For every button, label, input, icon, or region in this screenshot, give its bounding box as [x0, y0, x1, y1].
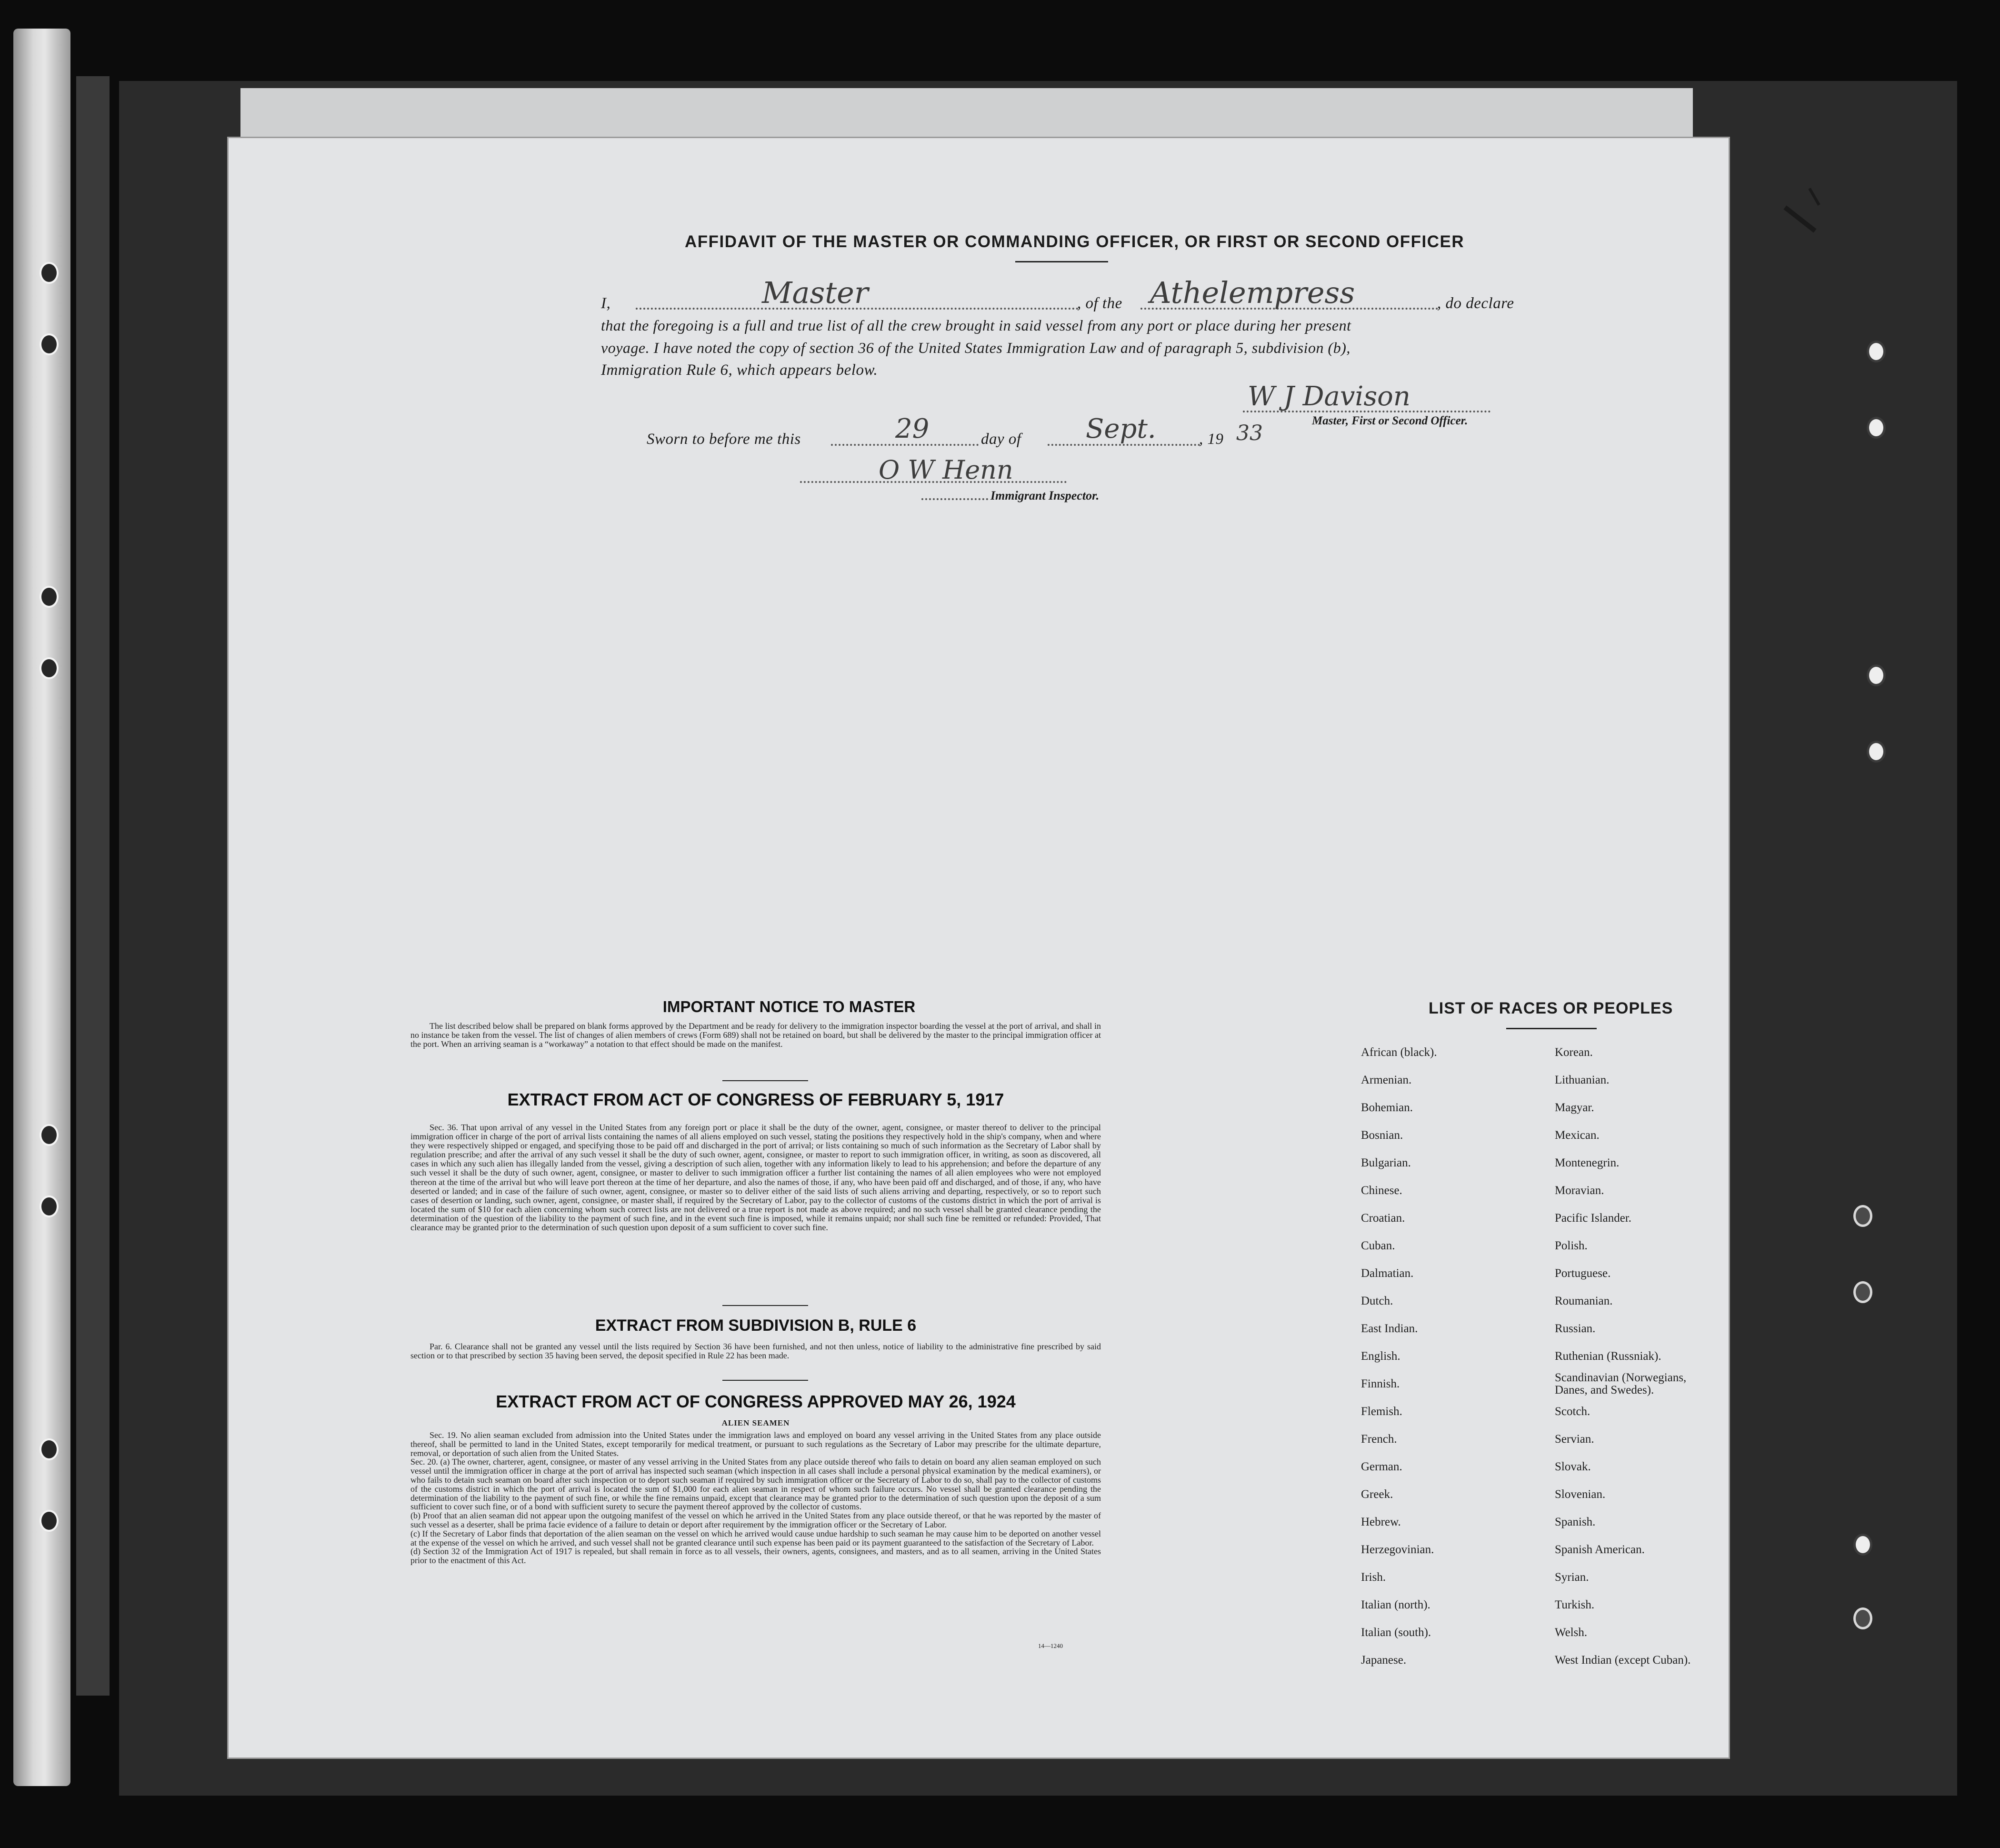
punch-hole — [1853, 1205, 1872, 1227]
binder-hole — [40, 1510, 59, 1532]
race-item: Irish. — [1361, 1571, 1386, 1584]
extract1-text: Sec. 36. That upon arrival of any vessel in the United States from any foreign port or place it shall be the duty of the owner, agent, consignee, or master thereof to deliver to the principal immigration officer in charge of the port of arrival lists containing the names of all aliens employed on such vessel, stating the positions they respectively hold in the ship's company, when and where they were respectively shipped or engaged, and specifying those to be paid off and discharged in the port of arrival; or lists containing so much of such information as the Secretary of Labor shall by regulation prescribe; and after the arrival of any such vessel it shall be the duty of such owner, agent, consignee, or master to report to such immigration officer, in writing, as soon as discovered, all cases in which any such alien has illegally landed from the vessel, giving a description of such alien, together with any information likely to lead to his apprehension; and before the departure of any such vessel it shall be the duty of such owner, agent, consignee, or master to deliver to such immigration officer a further list containing the names of all alien employees who were not employed thereon at the time of the arrival but who will leave port thereon at the time of her departure, and also the names of those, if any, who have been paid off and discharged, and of those, if any, who have deserted or landed; and in case of the failure of such owner, agent, consignee, or master so to deliver either of the said lists of such aliens arriving and departing, respectively, or so to report such cases of desertion or landing, such owner, agent, consignee, or master shall, if required by the Secretary of Labor, pay to the collector of customs of the customs district in which the port of arrival is located the sum of $10 for each alien concerning whom such correct lists are not delivered or a true report is not made as above required; and no such vessel shall be granted clearance pending the determination of the question of the liability to the payment of such fine, and in the event such fine is imposed, while it remains unpaid; nor shall such fine be remitted or refunded: Provided, That clearance may be granted prior to the determination of such question upon deposit of a sum sufficient to cover such fine. — [410, 1123, 1101, 1233]
extract2-title: EXTRACT FROM SUBDIVISION B, RULE 6 — [595, 1316, 917, 1335]
i-label: I, — [601, 295, 611, 312]
declaration-line-4: Immigration Rule 6, which appears below. — [601, 362, 878, 379]
races-title: LIST OF RACES OR PEOPLES — [1429, 999, 1673, 1017]
race-item: Russian. — [1555, 1322, 1596, 1335]
extract2-rule — [722, 1380, 808, 1381]
punch-hole — [1853, 1534, 1872, 1556]
race-item: Japanese. — [1361, 1654, 1407, 1667]
notice-text: The list described below shall be prepared on blank forms approved by the Department and be ready for delivery to the immigration inspector boarding the vessel at the port of arrival, and shall in no instance be taken from the vessel. The list of changes of alien members of crews (Form 689) shall not be retained on board, but shall be delivered by the master to the principal immigration officer at the port. When an arriving seaman is a “workaway” a notation to that effect should be made on the manifest. — [410, 1021, 1101, 1049]
title-rule — [1015, 261, 1108, 262]
race-item: Bulgarian. — [1361, 1156, 1411, 1169]
vessel-handwritten: Athelempress — [1150, 275, 1355, 310]
race-item: Syrian. — [1555, 1571, 1589, 1584]
race-item: Servian. — [1555, 1433, 1594, 1446]
race-item: Roumanian. — [1555, 1295, 1613, 1307]
extract3-title: EXTRACT FROM ACT OF CONGRESS APPROVED MAY 26, 1924 — [496, 1392, 1016, 1411]
year-handwritten: 33 — [1236, 421, 1263, 445]
races-rule — [1506, 1028, 1597, 1029]
punch-hole — [1853, 1607, 1872, 1629]
race-item: Slovenian. — [1555, 1488, 1606, 1501]
race-item: Flemish. — [1361, 1405, 1402, 1418]
extract1-title: EXTRACT FROM ACT OF CONGRESS OF FEBRUARY 5, 1917 — [507, 1090, 1004, 1109]
race-item: Croatian. — [1361, 1212, 1405, 1225]
binder-band — [76, 76, 110, 1696]
punch-hole — [1867, 341, 1886, 362]
punch-hole — [1853, 1281, 1872, 1303]
inspector-caption-line — [921, 498, 988, 500]
race-item: East Indian. — [1361, 1322, 1418, 1335]
race-item: African (black). — [1361, 1046, 1437, 1059]
month-handwritten: Sept. — [1086, 413, 1156, 444]
binder-hole — [40, 586, 59, 608]
race-item: Spanish American. — [1555, 1543, 1645, 1556]
race-item: Scotch. — [1555, 1405, 1590, 1418]
notice-title: IMPORTANT NOTICE TO MASTER — [662, 998, 916, 1015]
sworn-label: Sworn to before me this — [647, 431, 801, 448]
master-signature: W J Davison — [1248, 381, 1410, 412]
affidavit-title: AFFIDAVIT OF THE MASTER OR COMMANDING OFFICER, OR FIRST OR SECOND OFFICER — [685, 232, 1465, 251]
race-item: Finnish. — [1361, 1377, 1400, 1390]
of-the-label: , of the — [1077, 295, 1122, 312]
race-item: Dutch. — [1361, 1295, 1393, 1307]
race-item: Greek. — [1361, 1488, 1393, 1501]
race-item: Magyar. — [1555, 1101, 1594, 1114]
race-item: Montenegrin. — [1555, 1156, 1620, 1169]
extract1-rule — [722, 1305, 808, 1306]
binder-hole — [40, 1124, 59, 1146]
race-item: Armenian. — [1361, 1074, 1412, 1086]
race-item: Moravian. — [1555, 1184, 1604, 1197]
race-item: Spanish. — [1555, 1516, 1596, 1528]
race-item: French. — [1361, 1433, 1397, 1446]
binder-hole — [40, 1438, 59, 1460]
notice-rule — [722, 1080, 808, 1081]
punch-hole — [1867, 741, 1886, 763]
race-item: Polish. — [1555, 1239, 1588, 1252]
declaration-line-3: voyage. I have noted the copy of section 36 of the United States Immigration Law and of paragraph 5, subdivision (b), — [601, 339, 1350, 356]
race-item: Italian (south). — [1361, 1626, 1431, 1639]
race-item: Turkish. — [1555, 1598, 1595, 1611]
race-item: Scandinavian (Norwegians, Danes, and Swedes). — [1555, 1371, 1687, 1396]
race-item: Portuguese. — [1555, 1267, 1611, 1280]
inspector-caption: Immigrant Inspector. — [990, 489, 1100, 502]
race-item: Welsh. — [1555, 1626, 1588, 1639]
punch-hole — [1867, 417, 1886, 439]
binder-strip — [13, 29, 70, 1786]
race-item: Ruthenian (Russniak). — [1555, 1350, 1661, 1363]
race-item: Chinese. — [1361, 1184, 1402, 1197]
race-item: Slovak. — [1555, 1460, 1591, 1473]
extract2-text: Par. 6. Clearance shall not be granted any vessel until the lists required by Section 36 have been furnished, and not then unless, notice of liability to the administrative fine prescribed by said section or to that prescribed by section 35 having been served, the deposit specified in Rule 22 has been made. — [410, 1342, 1101, 1360]
inspector-signature: O W Henn — [879, 455, 1013, 485]
race-item: Cuban. — [1361, 1239, 1395, 1252]
race-item: Mexican. — [1555, 1129, 1600, 1142]
race-item: Herzegovinian. — [1361, 1543, 1434, 1556]
do-declare: , do declare — [1437, 295, 1514, 312]
declaration-line-2: that the foregoing is a full and true list of all the crew brought in said vessel from any port or place during her present — [601, 317, 1351, 334]
race-item: Italian (north). — [1361, 1598, 1430, 1611]
race-item: German. — [1361, 1460, 1402, 1473]
form-number: 14—1240 — [1038, 1642, 1063, 1649]
race-item: Dalmatian. — [1361, 1267, 1414, 1280]
race-item: English. — [1361, 1350, 1400, 1363]
binder-hole — [40, 657, 59, 679]
binder-hole — [40, 333, 59, 355]
binder-hole — [40, 1195, 59, 1217]
race-item: Bohemian. — [1361, 1101, 1413, 1114]
punch-hole — [1867, 664, 1886, 686]
day-handwritten: 29 — [895, 413, 930, 444]
race-item: Hebrew. — [1361, 1516, 1401, 1528]
officer-handwritten: Master — [762, 275, 869, 310]
extract3-text: Sec. 19. No alien seaman excluded from admission into the United States under the immigration laws and employed on board any vessel arriving in the United States from any place outside thereof, shall be permitted to land in the United States, except temporarily for medical treatment, or pursuant to such regulations as the Secretary of Labor may prescribe for the ultimate departure, removal, or deportation of such alien from the United States. Sec. 20. (a) The owner, charterer, agent, consignee, or master of any vessel arriving in the United States from any place outside thereof who fails to detain on board any alien seaman employed on such vessel until the immigration officer in charge at the port of arrival has inspected such seaman (which inspection in all cases shall include a personal physical examination by the medical examiners), or who fails to detain such seaman on board after such inspection or to deport such seaman if required by such immigration officer or the Secretary of Labor to do so, shall pay to the collector of customs of the customs district in which the port of arrival is located the sum of $1,000 for each alien seaman in respect of whom such failure occurs. No vessel shall be granted clearance pending the determination of the liability to the payment of such fine, or while the fine remains unpaid, except that clearance may be granted prior to the determination of such question upon the deposit of a sum sufficient to cover such fine, or of a bond with sufficient surety to secure the payment thereof approved by the collector of customs. (b) Proof that an alien seaman did not appear upon the outgoing manifest of the vessel on which he arrived in the United States from any place outside thereof, or that he was reported by the master of such vessel as a deserter, shall be prima facie evidence of a failure to detain or deport after requirement by the immigration officer or the Secretary of Labor. (c) If the Secretary of Labor finds that deportation of the alien seaman on the vessel on which he arrived would cause undue hardship to such seaman he may cause him to be deported on another vessel at the expense of the vessel on which he arrived, and such vessel shall not be granted clearance until such expense has been paid or its payment guaranteed to the satisfaction of the Secretary of Labor. (d) Section 32 of the Immigration Act of 1917 is repealed, but shall remain in force as to all vessels, their owners, agents, consignees, and masters, and as to all seamen, arriving in the United States prior to the enactment of this Act. — [410, 1430, 1101, 1566]
race-item: Bosnian. — [1361, 1129, 1403, 1142]
signature-caption: Master, First or Second Officer. — [1312, 414, 1468, 427]
year-prefix: , 19 — [1199, 431, 1224, 448]
day-of-label: day of — [981, 431, 1021, 448]
race-item: Pacific Islander. — [1555, 1212, 1632, 1225]
race-item: Lithuanian. — [1555, 1074, 1610, 1086]
race-item: Korean. — [1555, 1046, 1593, 1059]
binder-hole — [40, 262, 59, 284]
inspector-sign-line — [800, 481, 1067, 483]
race-item: West Indian (except Cuban). — [1555, 1654, 1691, 1667]
extract3-subtitle: ALIEN SEAMEN — [721, 1418, 790, 1427]
signature-line — [1243, 411, 1490, 412]
